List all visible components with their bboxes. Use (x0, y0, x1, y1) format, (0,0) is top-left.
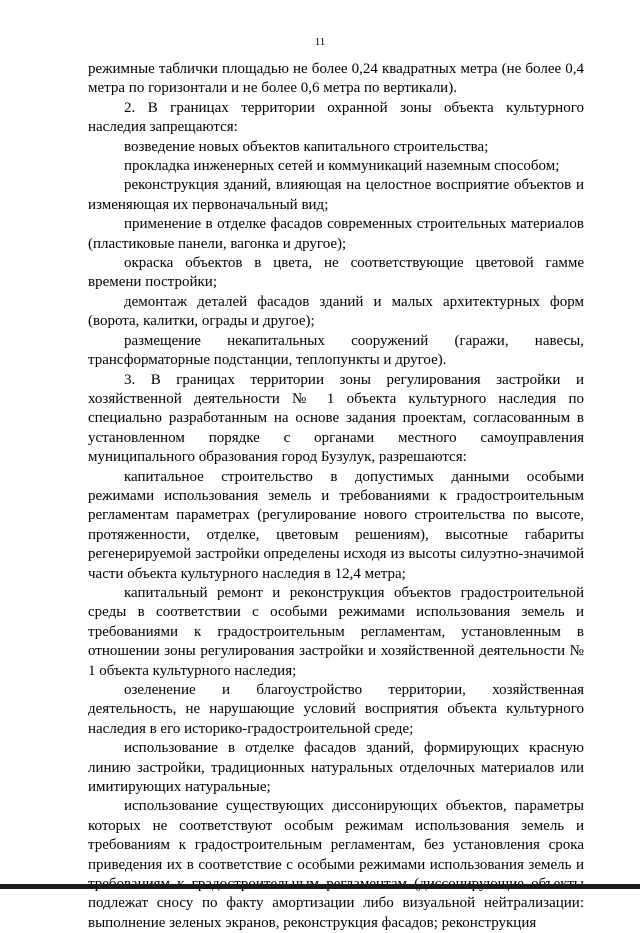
clause-2-item-painting: окраска объектов в цвета, не соответствующие цветовой гамме времени постройки; (88, 255, 584, 291)
clause-2-item-modern-materials: применение в отделке фасадов современных строительных материалов (пластиковые панели, вагонка и другое); (88, 216, 584, 252)
clause-2-item-dismantling: демонтаж деталей фасадов зданий и малых архитектурных форм (ворота, калитки, ограды и другое); (88, 293, 584, 330)
page-number: 11 (314, 36, 326, 48)
clause-2-item-reconstruction: реконструкция зданий, влияющая на целостное восприятие объектов и изменяющая их первоначальный вид; (88, 177, 584, 213)
clause-3-item-capital-construction: капитальное строительство в допустимых данными особыми режимами использования земель и требованиями к градостроительным регламентам параметрах (регулирование нового строительства по высоте, протяженности, отделке, цветовым решениям), высотные габариты регенерируемой застройки определены исходя из высоты силуэтно-значимой части объекта культурного наследия в 12,4 метра; (88, 468, 584, 582)
document-body (88, 60, 584, 933)
paragraph-continuation: режимные таблички площадью не более 0,24 квадратных метра (не более 0,4 метра по горизонтали и не более 0,6 метра по вертикали). (88, 61, 584, 97)
clause-2-item-surface-networks: прокладка инженерных сетей и коммуникаций наземным способом; (124, 158, 560, 175)
clause-2-heading: 2. В границах территории охранной зоны объекта культурного наследия запрещаются: (88, 99, 584, 136)
clause-3-heading: 3. В границах территории зоны регулирования застройки и хозяйственной деятельности № 1 объекта культурного наследия по специально разработанным на основе задания проектам, согласованным в установленном порядке с органами местного самоуправления муниципального образования город Бузулук, разрешаются: (88, 371, 584, 466)
clause-3-item-facade-materials: использование в отделке фасадов зданий, формирующих красную линию застройки, традиционных натуральных отделочных материалов или имитирующих натуральные; (88, 740, 584, 796)
bottom-scan-border (0, 884, 640, 889)
clause-2-item-temporary-structures: размещение некапитальных сооружений (гаражи, навесы, трансформаторные подстанции, теплопункты и другое). (88, 332, 584, 369)
clause-2-item-new-construction: возведение новых объектов капитального строительства; (124, 138, 489, 155)
clause-3-item-dissonant-objects: использование существующих диссонирующих объектов, параметры которых не соответствуют особым режимам использования земель и требованиям к градостроительным регламентам, без установления срока приведения их в соответствие с особыми режимами использования земель и подлежат сносу по факту амортизации либо визуальной нейтрализации: выполнение зеленых экранов, реконструкция фасадов; реконструкция (88, 798, 584, 931)
clause-3-item-landscaping: озеленение и благоустройство территории, хозяйственная деятельность, не нарушающие условий восприятия объекта культурного наследия в его историко-градостроительной среде; (88, 682, 584, 737)
clause-3-item-capital-repair: капитальный ремонт и реконструкция объектов градостроительной среды в соответствии с особыми режимами использования земель и требованиями к градостроительным регламентам, установленным в отношении зоны регулирования застройки и хозяйственной деятельности № 1 объекта культурного наследия; (88, 584, 584, 679)
